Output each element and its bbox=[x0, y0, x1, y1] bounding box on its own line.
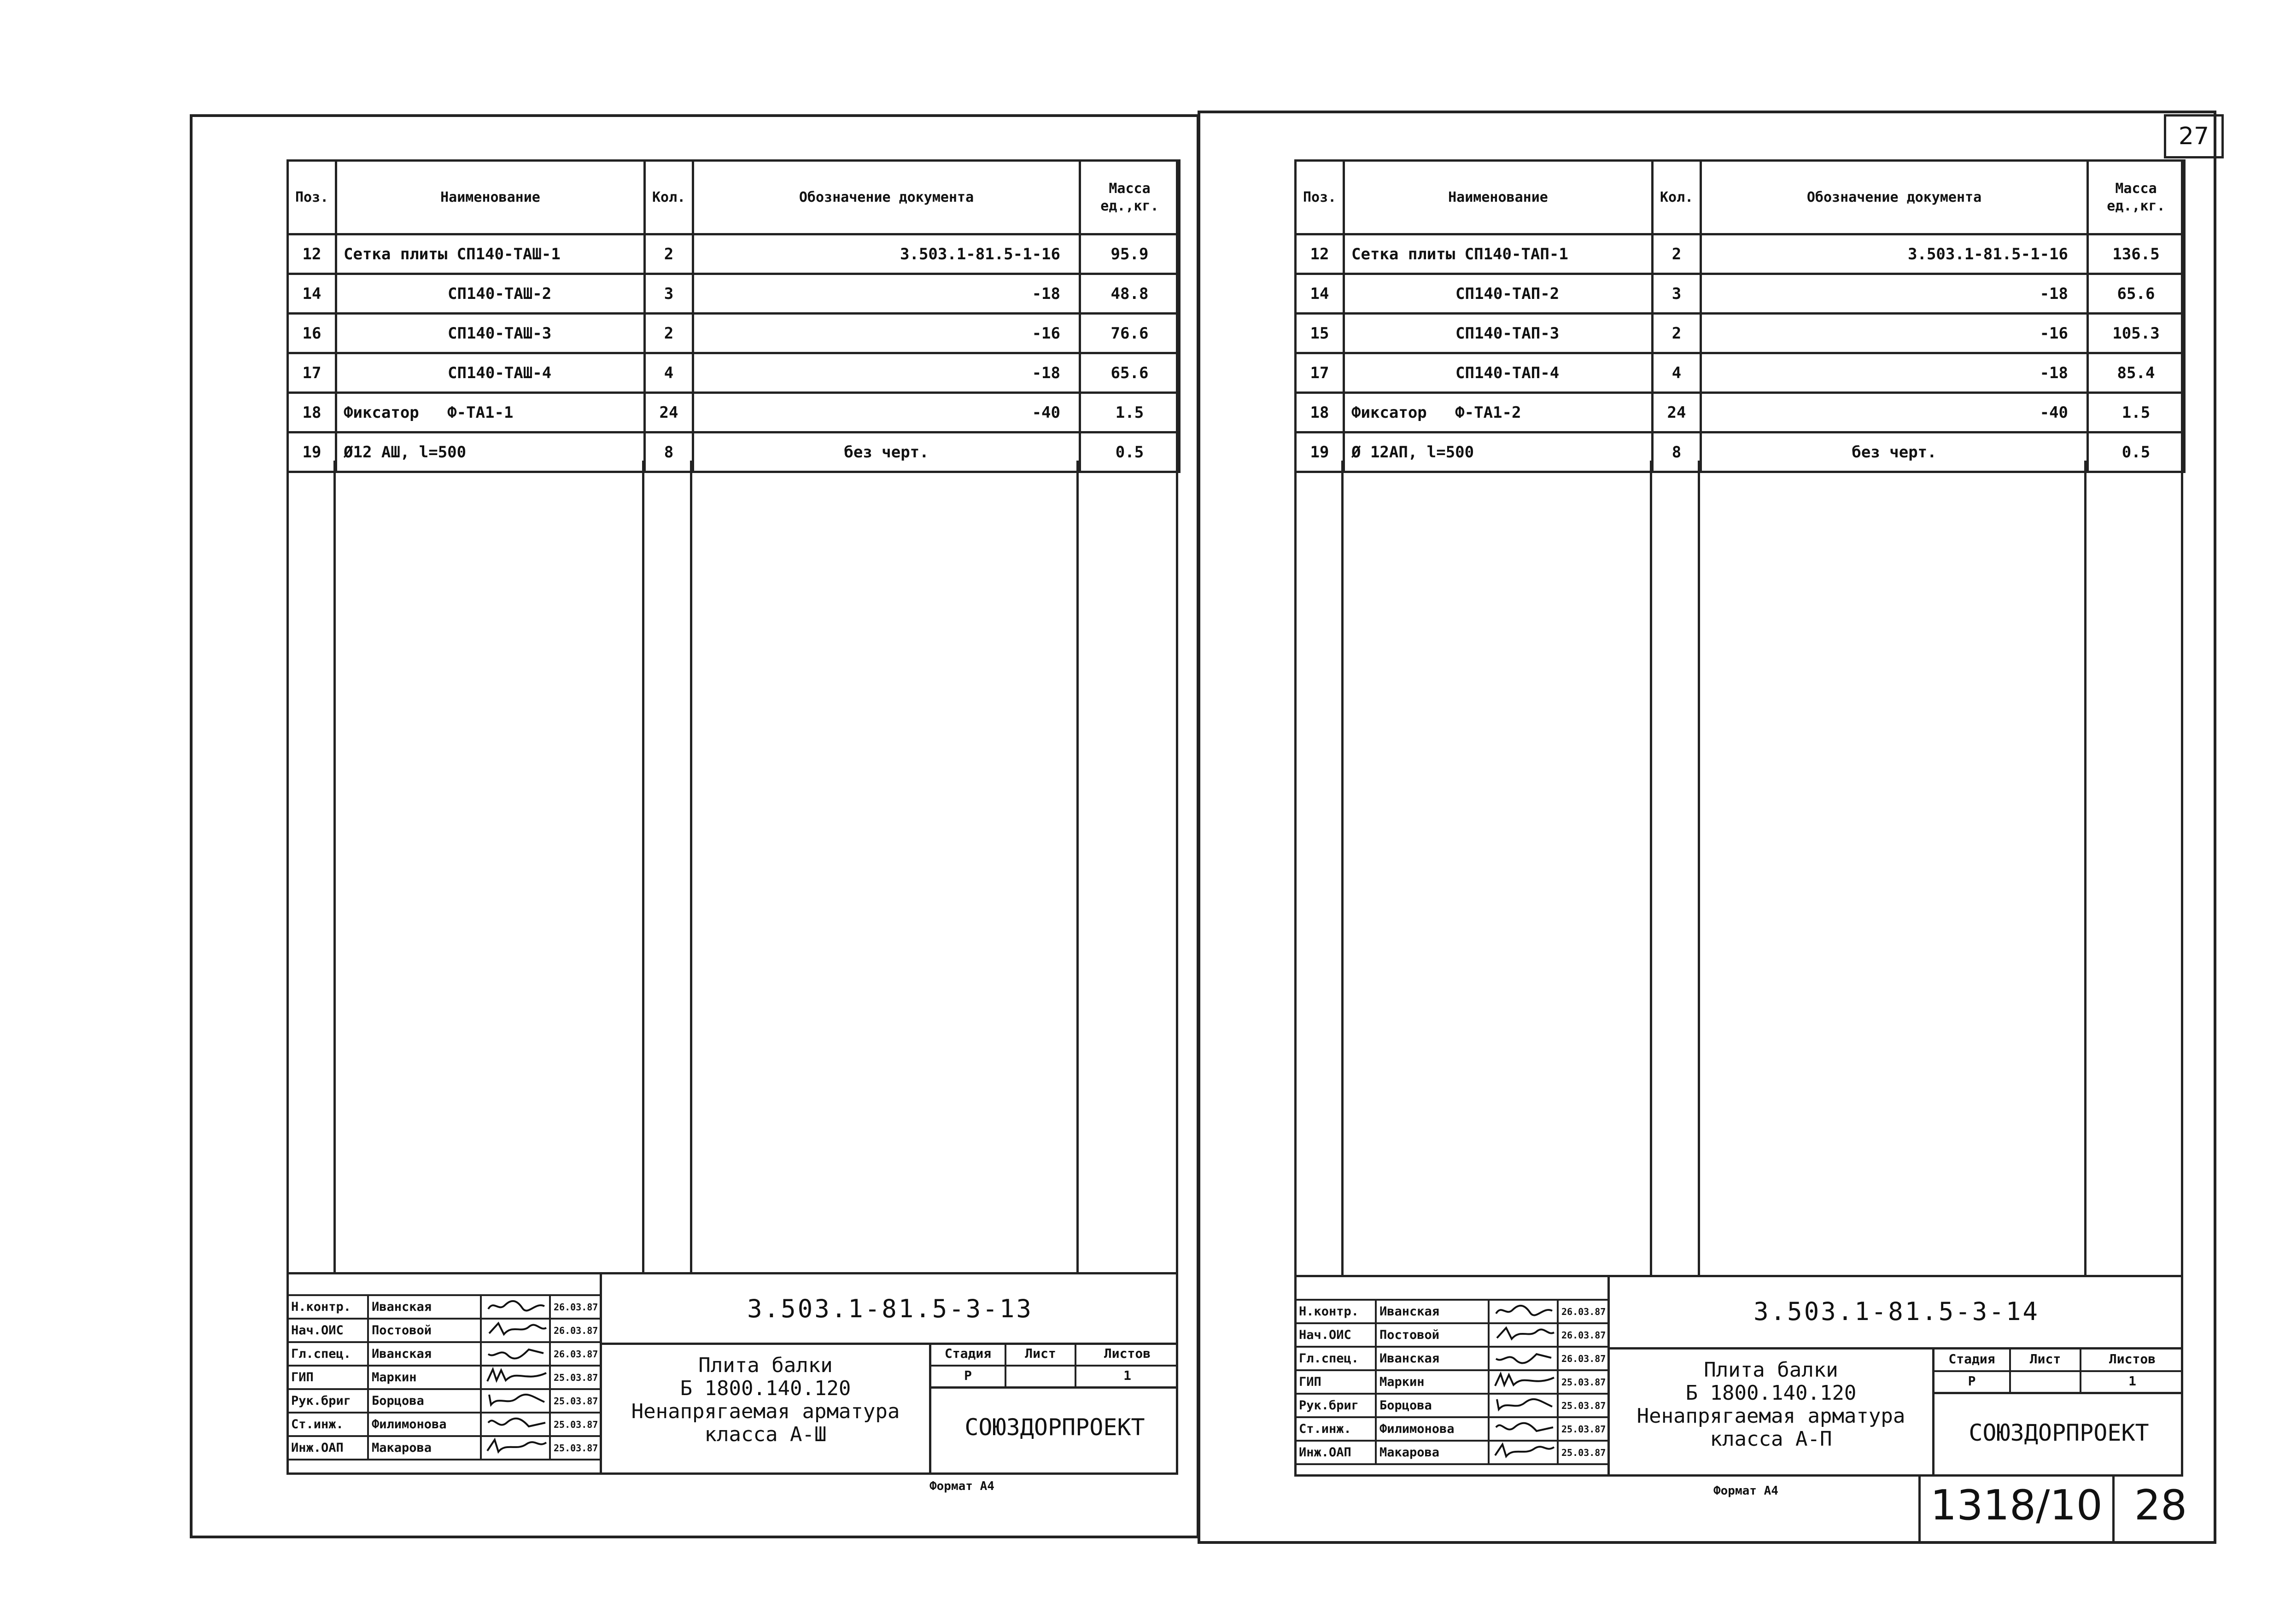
cell-pos: 12 bbox=[1296, 234, 1344, 274]
cell-doc: без черт. bbox=[1701, 432, 2088, 472]
title-block-divider bbox=[600, 1343, 1178, 1345]
table-header-row bbox=[288, 161, 1180, 234]
signature-mark bbox=[481, 1413, 550, 1436]
sig-date: 25.03.87 bbox=[1558, 1441, 1608, 1464]
cell-name: СП140-ТАШ-2 bbox=[336, 274, 645, 314]
sig-role: Нач.ОИС bbox=[1295, 1323, 1376, 1347]
cell-name: Ø 12АП, l=500 bbox=[1344, 432, 1653, 472]
cell-pos: 19 bbox=[288, 432, 336, 472]
drawing-title-line: Ненапрягаемая арматура bbox=[631, 1400, 900, 1423]
sig-date: 25.03.87 bbox=[550, 1436, 601, 1460]
drawing-title bbox=[1610, 1359, 1932, 1451]
sig-date: 25.03.87 bbox=[1558, 1394, 1608, 1417]
cell-qty: 2 bbox=[1653, 234, 1701, 274]
signature-mark bbox=[1489, 1417, 1558, 1441]
sheets-label: Листов bbox=[2109, 1351, 2156, 1367]
sig-role: Ст.инж. bbox=[287, 1413, 368, 1436]
signature-mark bbox=[481, 1295, 550, 1319]
table-row bbox=[288, 274, 1180, 314]
title-block-divider bbox=[929, 1365, 1178, 1367]
cell-doc: -40 bbox=[693, 393, 1080, 432]
signature-row bbox=[1295, 1300, 1608, 1323]
column-rule bbox=[1076, 461, 1079, 1272]
cell-qty: 4 bbox=[645, 353, 693, 393]
cell-pos: 16 bbox=[288, 314, 336, 353]
sig-date: 25.03.87 bbox=[550, 1389, 601, 1413]
cell-name: Ø12 АШ, l=500 bbox=[336, 432, 645, 472]
cell-mass: 65.6 bbox=[1080, 353, 1180, 393]
sig-name: Иванская bbox=[1376, 1347, 1489, 1370]
cell-mass: 136.5 bbox=[2088, 234, 2185, 274]
sig-date: 26.03.87 bbox=[550, 1342, 601, 1366]
stage-label: Стадия bbox=[1948, 1351, 1995, 1367]
sig-name: Филимонова bbox=[368, 1413, 481, 1436]
sig-role: Н.контр. bbox=[1295, 1300, 1376, 1323]
sig-role: ГИП bbox=[1295, 1370, 1376, 1394]
cell-name: СП140-ТАШ-4 bbox=[336, 353, 645, 393]
table-row bbox=[1296, 432, 2185, 472]
signature-row bbox=[1295, 1441, 1608, 1464]
table-row bbox=[288, 353, 1180, 393]
stage-value: Р bbox=[1968, 1373, 1976, 1389]
sig-role: Гл.спец. bbox=[1295, 1347, 1376, 1370]
column-rule bbox=[2084, 461, 2086, 1275]
sig-date: 25.03.87 bbox=[1558, 1417, 1608, 1441]
table-row bbox=[1296, 274, 2185, 314]
cell-pos: 17 bbox=[288, 353, 336, 393]
sig-name: Макарова bbox=[1376, 1441, 1489, 1464]
cell-mass: 105.3 bbox=[2088, 314, 2185, 353]
signature-row bbox=[1295, 1347, 1608, 1370]
sig-role: Ст.инж. bbox=[1295, 1417, 1376, 1441]
column-rule bbox=[1650, 461, 1652, 1275]
signature-mark bbox=[481, 1342, 550, 1366]
cell-doc: -18 bbox=[693, 353, 1080, 393]
cell-mass: 48.8 bbox=[1080, 274, 1180, 314]
col-mass-header: Масса ед.,кг. bbox=[2088, 161, 2185, 234]
signature-row bbox=[287, 1389, 601, 1413]
column-rule bbox=[1341, 461, 1344, 1275]
album-number: 1318/10 bbox=[1930, 1481, 2103, 1530]
cell-doc: -16 bbox=[1701, 314, 2088, 353]
col-qty-header: Кол. bbox=[1653, 161, 1701, 234]
sig-date: 26.03.87 bbox=[1558, 1347, 1608, 1370]
sig-role: Гл.спец. bbox=[287, 1342, 368, 1366]
cell-doc: 3.503.1-81.5-1-16 bbox=[1701, 234, 2088, 274]
sheets-value: 1 bbox=[1123, 1368, 1131, 1383]
column-rule bbox=[333, 461, 336, 1272]
cell-name: СП140-ТАП-2 bbox=[1344, 274, 1653, 314]
cell-mass: 1.5 bbox=[2088, 393, 2185, 432]
sig-role: Рук.бриг bbox=[1295, 1394, 1376, 1417]
table-row bbox=[288, 234, 1180, 274]
col-doc-header: Обозначение документа bbox=[693, 161, 1080, 234]
sheets-label: Листов bbox=[1104, 1346, 1151, 1361]
drawing-title-line: Б 1800.140.120 bbox=[680, 1377, 851, 1400]
sheet-label: Лист bbox=[1025, 1346, 1056, 1361]
stage-label: Стадия bbox=[944, 1346, 992, 1361]
col-qty-header: Кол. bbox=[645, 161, 693, 234]
drawing-title-line: Плита балки bbox=[698, 1354, 833, 1377]
sig-date: 26.03.87 bbox=[550, 1319, 601, 1342]
sig-name: Борцова bbox=[368, 1389, 481, 1413]
cell-qty: 2 bbox=[645, 314, 693, 353]
sig-role: Инж.ОАП bbox=[287, 1436, 368, 1460]
cell-mass: 85.4 bbox=[2088, 353, 2185, 393]
cell-qty: 24 bbox=[645, 393, 693, 432]
cell-name: Фиксатор Ф-ТА1-2 bbox=[1344, 393, 1653, 432]
cell-qty: 2 bbox=[645, 234, 693, 274]
cell-name: СП140-ТАП-4 bbox=[1344, 353, 1653, 393]
signature-mark bbox=[481, 1366, 550, 1389]
cell-qty: 4 bbox=[1653, 353, 1701, 393]
table-row bbox=[288, 393, 1180, 432]
sig-date: 26.03.87 bbox=[1558, 1323, 1608, 1347]
drawing-title bbox=[602, 1354, 929, 1446]
signature-row bbox=[287, 1342, 601, 1366]
cell-name: Фиксатор Ф-ТА1-1 bbox=[336, 393, 645, 432]
album-page: 28 bbox=[2134, 1481, 2187, 1530]
title-block-divider bbox=[929, 1386, 1178, 1389]
document-code: 3.503.1-81.5-3-14 bbox=[1753, 1297, 2040, 1326]
col-pos-header: Поз. bbox=[288, 161, 336, 234]
cell-doc: без черт. bbox=[693, 432, 1080, 472]
right-spec-table bbox=[1294, 159, 2186, 473]
format-label: Формат А4 bbox=[929, 1479, 994, 1493]
sig-role: Н.контр. bbox=[287, 1295, 368, 1319]
cell-qty: 2 bbox=[1653, 314, 1701, 353]
sheet-label: Лист bbox=[2029, 1351, 2061, 1367]
signature-row bbox=[1295, 1394, 1608, 1417]
cell-name: СП140-ТАШ-3 bbox=[336, 314, 645, 353]
sig-role: Инж.ОАП bbox=[1295, 1441, 1376, 1464]
sig-name: Постовой bbox=[368, 1319, 481, 1342]
signature-row bbox=[1295, 1323, 1608, 1347]
signature-row bbox=[287, 1366, 601, 1389]
sig-name: Иванская bbox=[1376, 1300, 1489, 1323]
sheets-value: 1 bbox=[2128, 1373, 2136, 1389]
table-row bbox=[1296, 314, 2185, 353]
table-row bbox=[1296, 234, 2185, 274]
cell-doc: -16 bbox=[693, 314, 1080, 353]
title-block-divider bbox=[1932, 1392, 2183, 1394]
cell-doc: -18 bbox=[693, 274, 1080, 314]
column-rule bbox=[690, 461, 692, 1272]
signature-mark bbox=[1489, 1394, 1558, 1417]
signature-row bbox=[287, 1295, 601, 1319]
page-number: 27 bbox=[2178, 123, 2209, 150]
signature-row bbox=[1295, 1370, 1608, 1394]
cell-mass: 1.5 bbox=[1080, 393, 1180, 432]
left-spec-table bbox=[286, 159, 1181, 473]
cell-doc: 3.503.1-81.5-1-16 bbox=[693, 234, 1080, 274]
col-doc-header: Обозначение документа bbox=[1701, 161, 2088, 234]
cell-pos: 14 bbox=[288, 274, 336, 314]
cell-name: Сетка плиты СП140-ТАП-1 bbox=[1344, 234, 1653, 274]
format-label: Формат А4 bbox=[1713, 1484, 1778, 1498]
cell-name: Сетка плиты СП140-ТАШ-1 bbox=[336, 234, 645, 274]
cell-pos: 18 bbox=[288, 393, 336, 432]
drawing-title-line: Ненапрягаемая арматура bbox=[1636, 1404, 1905, 1428]
drawing-title-line: Плита балки bbox=[1704, 1358, 1838, 1382]
col-name-header: Наименование bbox=[336, 161, 645, 234]
sig-date: 25.03.87 bbox=[550, 1413, 601, 1436]
signature-mark bbox=[1489, 1323, 1558, 1347]
document-code: 3.503.1-81.5-3-13 bbox=[747, 1294, 1033, 1323]
cell-mass: 65.6 bbox=[2088, 274, 2185, 314]
table-row bbox=[288, 314, 1180, 353]
cell-pos: 12 bbox=[288, 234, 336, 274]
cell-doc: -18 bbox=[1701, 274, 2088, 314]
cell-mass: 0.5 bbox=[1080, 432, 1180, 472]
sig-name: Маркин bbox=[368, 1366, 481, 1389]
col-mass-header: Масса ед.,кг. bbox=[1080, 161, 1180, 234]
sig-name: Иванская bbox=[368, 1342, 481, 1366]
signature-mark bbox=[481, 1436, 550, 1460]
sig-name: Борцова bbox=[1376, 1394, 1489, 1417]
organization-name: СОЮЗДОРПРОЕКТ bbox=[964, 1414, 1145, 1441]
album-stamp bbox=[1918, 1477, 2214, 1541]
col-name-header: Наименование bbox=[1344, 161, 1653, 234]
cell-pos: 17 bbox=[1296, 353, 1344, 393]
cell-pos: 19 bbox=[1296, 432, 1344, 472]
drawing-title-line: Б 1800.140.120 bbox=[1685, 1381, 1857, 1405]
sig-role: Рук.бриг bbox=[287, 1389, 368, 1413]
signature-mark bbox=[1489, 1347, 1558, 1370]
sig-name: Макарова bbox=[368, 1436, 481, 1460]
cell-qty: 24 bbox=[1653, 393, 1701, 432]
cell-doc: -40 bbox=[1701, 393, 2088, 432]
title-block-divider bbox=[1932, 1370, 2183, 1372]
signature-row bbox=[1295, 1417, 1608, 1441]
sig-date: 25.03.87 bbox=[550, 1366, 601, 1389]
sig-name: Иванская bbox=[368, 1295, 481, 1319]
table-row bbox=[288, 432, 1180, 472]
cell-pos: 18 bbox=[1296, 393, 1344, 432]
signature-row bbox=[287, 1436, 601, 1460]
table-row bbox=[1296, 393, 2185, 432]
title-block-divider bbox=[1932, 1347, 1934, 1477]
cell-qty: 8 bbox=[645, 432, 693, 472]
cell-pos: 15 bbox=[1296, 314, 1344, 353]
cell-mass: 76.6 bbox=[1080, 314, 1180, 353]
column-rule bbox=[642, 461, 644, 1272]
cell-name: СП140-ТАП-3 bbox=[1344, 314, 1653, 353]
organization-name: СОЮЗДОРПРОЕКТ bbox=[1969, 1420, 2149, 1446]
table-header-row bbox=[1296, 161, 2185, 234]
sig-date: 26.03.87 bbox=[550, 1295, 601, 1319]
drawing-title-line: класса А-Ш bbox=[704, 1423, 827, 1446]
signature-row bbox=[287, 1319, 601, 1342]
signature-row bbox=[287, 1413, 601, 1436]
cell-qty: 3 bbox=[645, 274, 693, 314]
cell-pos: 14 bbox=[1296, 274, 1344, 314]
cell-mass: 0.5 bbox=[2088, 432, 2185, 472]
cell-doc: -18 bbox=[1701, 353, 2088, 393]
col-pos-header: Поз. bbox=[1296, 161, 1344, 234]
drawing-title-line: класса А-П bbox=[1710, 1427, 1832, 1451]
stage-value: Р bbox=[964, 1368, 972, 1383]
column-rule bbox=[1698, 461, 1700, 1275]
signature-table bbox=[286, 1294, 602, 1460]
sig-role: Нач.ОИС bbox=[287, 1319, 368, 1342]
signature-mark bbox=[1489, 1370, 1558, 1394]
sig-date: 25.03.87 bbox=[1558, 1370, 1608, 1394]
signature-table bbox=[1294, 1299, 1609, 1465]
sig-role: ГИП bbox=[287, 1366, 368, 1389]
sig-date: 26.03.87 bbox=[1558, 1300, 1608, 1323]
title-block-divider bbox=[1607, 1347, 2183, 1349]
signature-mark bbox=[481, 1319, 550, 1342]
title-block-divider bbox=[929, 1343, 931, 1475]
sig-name: Филимонова bbox=[1376, 1417, 1489, 1441]
table-row bbox=[1296, 353, 2185, 393]
signature-mark bbox=[1489, 1300, 1558, 1323]
sig-name: Постовой bbox=[1376, 1323, 1489, 1347]
sig-name: Маркин bbox=[1376, 1370, 1489, 1394]
cell-qty: 3 bbox=[1653, 274, 1701, 314]
page-number-box bbox=[2164, 114, 2224, 158]
signature-mark bbox=[481, 1389, 550, 1413]
cell-qty: 8 bbox=[1653, 432, 1701, 472]
cell-mass: 95.9 bbox=[1080, 234, 1180, 274]
signature-mark bbox=[1489, 1441, 1558, 1464]
